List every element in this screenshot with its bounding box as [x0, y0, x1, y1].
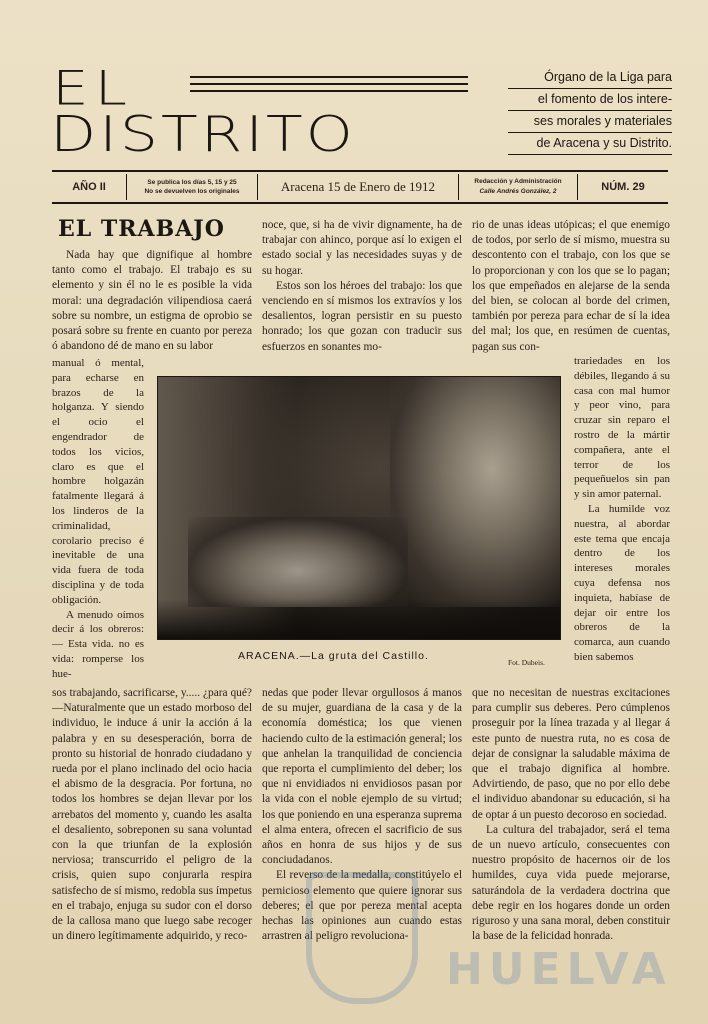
- paragraph: La cultura del trabajador, será el tema de un nuevo artículo, consecuentes con nuestro propósito de hacernos oir de los humildes, cuya vida puede mejorarse, saturándola de la verdadera doctrina que debe regir en los hogares donde un orden riguroso y una sana moral, deben constituir la base de la felicidad honrada.: [472, 823, 670, 943]
- photo-floor: [158, 599, 560, 639]
- article-column-3-narrow: [574, 354, 670, 665]
- paragraph: Estos son los héroes del trabajo: los que venciendo en sí mismos los extravíos y los desalientos, logran persistir en su puesto honrado; los que gozan con traducir sus esfuerzos en sonantes mo-: [262, 279, 462, 353]
- article-column-1-bottom: [52, 686, 252, 944]
- issue-date: Aracena 15 de Enero de 1912: [258, 174, 459, 200]
- paragraph: que no necesitan de nuestras excitaciones para cumplir sus deberes. Pero cúmplenos proseguir por la línea trazada y al llegar á este punto de nuestra ruta, no es cosa de dejar de consignar la saludable máxima de que el trabajo dignifica al hombre. Advirtiendo, de paso, que no por ello debe el individuo abandonar su educación, si ha de optar á un puesto decoroso en sociedad.: [472, 687, 670, 821]
- organ-line: ses morales y materiales: [508, 111, 672, 133]
- article-column-1: [52, 248, 252, 354]
- paragraph: Nada hay que dignifique al hombre tanto como el trabajo. El trabajo es su elemento y sin él no le es posible la vida moral: una degradación vilipendiosa caerá sobre su nombre, un estigma de oprobio se posará sobre su frente en cuanto por pereza ó abandono dé de mano en su labor: [52, 249, 252, 353]
- masthead-title-el: EL: [52, 60, 133, 116]
- paragraph: nedas que poder llevar orgullosos á manos de su mujer, guardiana de la casa y de la economía doméstica; los que vienen haciendo culto de la estimación general; los que anhelan la tranquilidad de conciencia que reporta el cumplimiento del deber; los que ni envidiados ni envidiosos pasan por la vida con el noble ejemplo de su virtud; los que poniendo en una esperanza suprema el alma entera, ofrecen el sacrificio de sus años en honra de sus hijos y de sus conciudadanos.: [262, 687, 462, 867]
- article-headline: EL TRABAJO: [58, 216, 225, 242]
- article-column-2-bottom: [262, 686, 462, 944]
- masthead-decorative-lines: [190, 76, 468, 97]
- address-label: Redacción y Administración: [474, 178, 562, 185]
- photo-visitors-group: [188, 517, 408, 607]
- article-column-3: [472, 218, 670, 355]
- paragraph: trariedades en los débiles, llegando á su casa con mal humor y peor vino, para cruzar sin reparo el rostro de la mártir compañera, ante el terror de los pequeñuelos sin pan y sin amor paternal.: [574, 355, 670, 501]
- article-column-2: [262, 218, 462, 355]
- organ-line: el fomento de los intere-: [508, 89, 672, 111]
- watermark-text: HUELVA: [446, 944, 672, 995]
- article-column-3-bottom: [472, 686, 670, 944]
- paragraph: La humilde voz nuestra, al abordar este tema que encaja dentro de los intereses morales cuya defensa nos inquieta, habíase de dejar oir entre los obreros de la comarca, aun cuando bien sabemos: [574, 502, 670, 663]
- article-column-1-narrow: [52, 356, 144, 682]
- schedule-note: No se devuelven los originales: [144, 188, 240, 195]
- paragraph: rio de unas ideas utópicas; el que enemigo de todos, por serlo de sí mismo, muestra su descontento con el trabajo, con los que se lo proporcionan y con los que se lo pagan; los que empeñados en alejarse de la senda del bien, se colocan al borde del crimen, también por pereza para echar de sí la idea del mal; los que, en resúmen de cuentas, pagan sus con-: [472, 219, 670, 353]
- paragraph: noce, que, si ha de vivir dignamente, ha de trabajar con ahinco, porque así lo exigen el estado social y las necesidades suyas y de su hogar.: [262, 219, 462, 277]
- paragraph: El reverso de la medalla, constitúyelo el pernicioso elemento que quiere ignorar sus deberes; el que por pereza mental acepta hechas las opiniones aun cuando estas arrastren al peligro revoluciona-: [262, 869, 462, 943]
- issue-info-bar: [52, 170, 668, 204]
- organ-line: de Aracena y su Distrito.: [508, 133, 672, 155]
- issue-number: NÚM. 29: [601, 181, 645, 193]
- issue-year: AÑO II: [52, 174, 127, 200]
- paragraph: manual ó mental, para echarse en brazos de la holganza. Y siendo el ocio el engendrador de todos los vicios, claro es que el hombre holgazán fatalmente llegará á los linderos de la criminalidad, corolario preciso é inevitable de una vida fuera de toda disciplina y de toda obligación.: [52, 357, 144, 606]
- schedule-line: Se publica los días 5, 15 y 25: [147, 179, 237, 186]
- masthead-title-distrito: DISTRITO: [50, 106, 356, 164]
- publication-schedule: [127, 174, 258, 200]
- paragraph: sos trabajando, sacrificarse, y..... ¿para qué?—Naturalmente que un estado morboso del individuo, le induce á unir la acción á la palabra y en su desesperación, borra de pronto su historial de honrado ciudadano y rueda por el plano inclinado del ocio hacia el abismo de la desgracia. Por fortuna, no todos los hombres se dejan llevar por los arrebatos del momento y, cuando les asalta el desaliento, sobreponen su sana voluntad con la que triunfan de la explosión nerviosa; transcurrido el peligro de la crisis, quien supo conjurarla respira satisfecho de sí mismo, redobla sus ímpetus en el trabajo, enjuga su sudor con el dorso de la callosa mano que luego sabe recoger un dinero legítimamente adquirido, y reco-: [52, 687, 252, 943]
- cave-photograph: [157, 376, 561, 640]
- photo-credit: Fot. Dubeis.: [508, 658, 545, 667]
- editorial-address: [459, 174, 578, 200]
- organ-line: Órgano de la Liga para: [508, 67, 672, 89]
- paragraph: A menudo oímos decir á los obreros: — Esta vida. no es vida: romperse los hue-: [52, 608, 144, 680]
- photo-rock-right: [390, 377, 560, 607]
- address-street: Calle Andrés González, 2: [479, 188, 557, 195]
- photo-caption: ARACENA.—La gruta del Castillo.: [238, 650, 429, 662]
- masthead-organ-description: [508, 67, 672, 155]
